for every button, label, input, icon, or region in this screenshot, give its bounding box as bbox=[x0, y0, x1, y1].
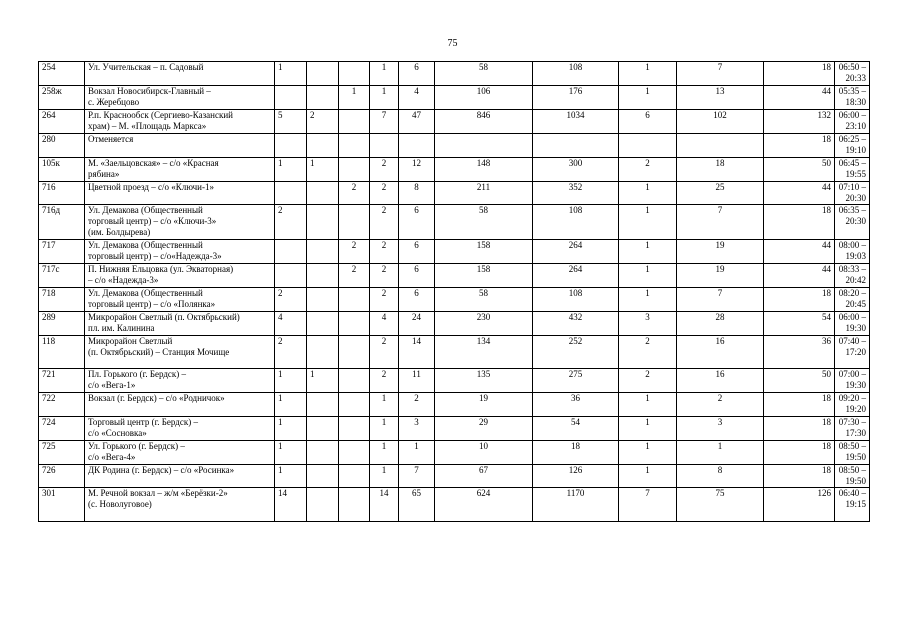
cell-c9: 16 bbox=[677, 369, 764, 393]
cell-num: 718 bbox=[39, 288, 85, 312]
cell-c1: 2 bbox=[275, 288, 307, 312]
table-row bbox=[39, 62, 870, 86]
cell-c2 bbox=[307, 288, 339, 312]
cell-c7: 1034 bbox=[533, 110, 619, 134]
cell-c4: 2 bbox=[370, 205, 399, 240]
cell-c2 bbox=[307, 205, 339, 240]
cell-route: Ул. Горького (г. Бердск) – с/о «Вега-4» bbox=[85, 441, 275, 465]
cell-c10: 132 bbox=[764, 110, 835, 134]
cell-time: 06:40 – 19:15 bbox=[835, 488, 870, 522]
cell-c7: 108 bbox=[533, 205, 619, 240]
cell-c5: 1 bbox=[399, 441, 435, 465]
cell-c5: 6 bbox=[399, 205, 435, 240]
cell-c9: 19 bbox=[677, 264, 764, 288]
cell-c10: 126 bbox=[764, 488, 835, 522]
cell-route: Отменяется bbox=[85, 134, 275, 158]
cell-c3 bbox=[339, 288, 370, 312]
cell-c9: 16 bbox=[677, 336, 764, 369]
cell-route: Микрорайон Светлый (п. Октябрьский) – Станция Мочище bbox=[85, 336, 275, 369]
cell-c1 bbox=[275, 182, 307, 205]
cell-c3 bbox=[339, 369, 370, 393]
cell-c8: 1 bbox=[619, 441, 677, 465]
cell-c10: 18 bbox=[764, 393, 835, 417]
cell-c9: 1 bbox=[677, 441, 764, 465]
cell-c9: 19 bbox=[677, 240, 764, 264]
table-row bbox=[39, 110, 870, 134]
cell-c9: 28 bbox=[677, 312, 764, 336]
cell-c8: 2 bbox=[619, 369, 677, 393]
cell-c1: 2 bbox=[275, 336, 307, 369]
cell-c8: 1 bbox=[619, 86, 677, 110]
cell-c3 bbox=[339, 110, 370, 134]
cell-c3 bbox=[339, 393, 370, 417]
cell-c1: 1 bbox=[275, 369, 307, 393]
page-number: 75 bbox=[447, 38, 458, 49]
cell-c10: 50 bbox=[764, 369, 835, 393]
table-row bbox=[39, 158, 870, 182]
cell-c4: 1 bbox=[370, 441, 399, 465]
cell-c8: 1 bbox=[619, 264, 677, 288]
cell-c7: 126 bbox=[533, 465, 619, 488]
table-row bbox=[39, 312, 870, 336]
cell-c1: 1 bbox=[275, 158, 307, 182]
cell-c4: 2 bbox=[370, 369, 399, 393]
routes-table bbox=[38, 61, 870, 522]
cell-time: 06:00 – 19:30 bbox=[835, 312, 870, 336]
cell-c9: 8 bbox=[677, 465, 764, 488]
cell-route: Пл. Горького (г. Бердск) – с/о «Вега-1» bbox=[85, 369, 275, 393]
cell-route: Цветной проезд – с/о «Ключи-1» bbox=[85, 182, 275, 205]
cell-route: Ул. Демакова (Общественный торговый центр) – с/о «Ключи-3» (им. Болдырева) bbox=[85, 205, 275, 240]
cell-c7 bbox=[533, 134, 619, 158]
cell-c2: 1 bbox=[307, 158, 339, 182]
cell-c2 bbox=[307, 86, 339, 110]
table-row bbox=[39, 465, 870, 488]
cell-route: Микрорайон Светлый (п. Октябрьский) пл. им. Калинина bbox=[85, 312, 275, 336]
cell-num: 716д bbox=[39, 205, 85, 240]
cell-c5: 7 bbox=[399, 465, 435, 488]
cell-c2 bbox=[307, 465, 339, 488]
cell-c6: 19 bbox=[435, 393, 533, 417]
table-row bbox=[39, 488, 870, 522]
cell-c1: 5 bbox=[275, 110, 307, 134]
cell-time: 08:00 – 19:03 bbox=[835, 240, 870, 264]
cell-route: Торговый центр (г. Бердск) – с/о «Сосновка» bbox=[85, 417, 275, 441]
cell-c9: 7 bbox=[677, 205, 764, 240]
cell-c10: 44 bbox=[764, 264, 835, 288]
cell-time: 05:35 – 18:30 bbox=[835, 86, 870, 110]
cell-c5: 12 bbox=[399, 158, 435, 182]
cell-c1: 1 bbox=[275, 441, 307, 465]
cell-c1 bbox=[275, 134, 307, 158]
cell-num: 289 bbox=[39, 312, 85, 336]
cell-c5: 24 bbox=[399, 312, 435, 336]
cell-c8: 7 bbox=[619, 488, 677, 522]
cell-c7: 264 bbox=[533, 240, 619, 264]
cell-time: 07:30 – 17:30 bbox=[835, 417, 870, 441]
cell-c6: 211 bbox=[435, 182, 533, 205]
cell-c10: 44 bbox=[764, 182, 835, 205]
cell-c4: 1 bbox=[370, 86, 399, 110]
cell-time: 07:10 – 20:30 bbox=[835, 182, 870, 205]
cell-c5: 47 bbox=[399, 110, 435, 134]
cell-c2 bbox=[307, 240, 339, 264]
cell-c8: 1 bbox=[619, 288, 677, 312]
cell-time: 06:00 – 23:10 bbox=[835, 110, 870, 134]
cell-c9: 102 bbox=[677, 110, 764, 134]
cell-c10: 18 bbox=[764, 465, 835, 488]
table-row bbox=[39, 86, 870, 110]
cell-time: 08:33 – 20:42 bbox=[835, 264, 870, 288]
cell-time: 09:20 – 19:20 bbox=[835, 393, 870, 417]
cell-c3 bbox=[339, 205, 370, 240]
cell-c10: 54 bbox=[764, 312, 835, 336]
cell-c6: 58 bbox=[435, 62, 533, 86]
cell-c7: 18 bbox=[533, 441, 619, 465]
cell-c4: 2 bbox=[370, 182, 399, 205]
cell-c2 bbox=[307, 312, 339, 336]
cell-c1: 1 bbox=[275, 393, 307, 417]
cell-c8: 2 bbox=[619, 158, 677, 182]
cell-c2 bbox=[307, 441, 339, 465]
cell-c9: 7 bbox=[677, 62, 764, 86]
cell-c7: 300 bbox=[533, 158, 619, 182]
cell-c4: 1 bbox=[370, 417, 399, 441]
cell-time: 08:20 – 20:45 bbox=[835, 288, 870, 312]
cell-c6: 846 bbox=[435, 110, 533, 134]
cell-c3 bbox=[339, 465, 370, 488]
cell-route: Вокзал (г. Бердск) – с/о «Родничок» bbox=[85, 393, 275, 417]
cell-num: 264 bbox=[39, 110, 85, 134]
cell-c10: 18 bbox=[764, 62, 835, 86]
cell-c3 bbox=[339, 62, 370, 86]
cell-c6: 134 bbox=[435, 336, 533, 369]
cell-c5: 6 bbox=[399, 62, 435, 86]
cell-c8: 6 bbox=[619, 110, 677, 134]
cell-c3: 1 bbox=[339, 86, 370, 110]
cell-c4: 2 bbox=[370, 240, 399, 264]
cell-c8: 1 bbox=[619, 417, 677, 441]
cell-c6: 106 bbox=[435, 86, 533, 110]
cell-time: 06:50 – 20:33 bbox=[835, 62, 870, 86]
cell-route: М. «Заельцовская» – с/о «Красная рябина» bbox=[85, 158, 275, 182]
cell-time: 08:50 – 19:50 bbox=[835, 465, 870, 488]
cell-num: 105к bbox=[39, 158, 85, 182]
cell-c6: 58 bbox=[435, 288, 533, 312]
cell-c7: 108 bbox=[533, 288, 619, 312]
cell-c2 bbox=[307, 182, 339, 205]
cell-c3 bbox=[339, 336, 370, 369]
cell-c7: 264 bbox=[533, 264, 619, 288]
cell-c7: 176 bbox=[533, 86, 619, 110]
cell-c8: 1 bbox=[619, 182, 677, 205]
cell-c3 bbox=[339, 312, 370, 336]
cell-c5: 6 bbox=[399, 240, 435, 264]
cell-num: 280 bbox=[39, 134, 85, 158]
cell-c3 bbox=[339, 488, 370, 522]
table-row bbox=[39, 336, 870, 369]
cell-c3 bbox=[339, 158, 370, 182]
cell-c8: 3 bbox=[619, 312, 677, 336]
cell-c7: 252 bbox=[533, 336, 619, 369]
cell-num: 725 bbox=[39, 441, 85, 465]
cell-num: 258ж bbox=[39, 86, 85, 110]
cell-c2 bbox=[307, 417, 339, 441]
cell-c8: 1 bbox=[619, 465, 677, 488]
cell-c3 bbox=[339, 134, 370, 158]
cell-route: М. Речной вокзал – ж/м «Берёзки-2» (с. Новолуговое) bbox=[85, 488, 275, 522]
cell-c10: 44 bbox=[764, 240, 835, 264]
cell-c6: 158 bbox=[435, 264, 533, 288]
table-row bbox=[39, 417, 870, 441]
cell-c5: 2 bbox=[399, 393, 435, 417]
table-row bbox=[39, 393, 870, 417]
cell-c6: 135 bbox=[435, 369, 533, 393]
cell-c4: 1 bbox=[370, 393, 399, 417]
cell-c1: 1 bbox=[275, 465, 307, 488]
cell-num: 118 bbox=[39, 336, 85, 369]
cell-c3 bbox=[339, 441, 370, 465]
cell-c10: 50 bbox=[764, 158, 835, 182]
table-row bbox=[39, 240, 870, 264]
cell-c7: 1170 bbox=[533, 488, 619, 522]
cell-c2 bbox=[307, 62, 339, 86]
cell-c2 bbox=[307, 336, 339, 369]
cell-c1: 1 bbox=[275, 62, 307, 86]
cell-c6: 29 bbox=[435, 417, 533, 441]
cell-c1: 4 bbox=[275, 312, 307, 336]
cell-c8: 2 bbox=[619, 336, 677, 369]
cell-route: П. Нижняя Ельцовка (ул. Экваторная) – с/о «Надежда-3» bbox=[85, 264, 275, 288]
cell-c4: 4 bbox=[370, 312, 399, 336]
cell-num: 254 bbox=[39, 62, 85, 86]
cell-c9: 75 bbox=[677, 488, 764, 522]
cell-c1: 14 bbox=[275, 488, 307, 522]
cell-c4: 1 bbox=[370, 62, 399, 86]
cell-c5 bbox=[399, 134, 435, 158]
cell-c6: 624 bbox=[435, 488, 533, 522]
cell-time: 06:45 – 19:55 bbox=[835, 158, 870, 182]
cell-c8: 1 bbox=[619, 205, 677, 240]
cell-c1 bbox=[275, 264, 307, 288]
cell-c7: 36 bbox=[533, 393, 619, 417]
cell-time: 08:50 – 19:50 bbox=[835, 441, 870, 465]
cell-c9: 2 bbox=[677, 393, 764, 417]
cell-c8: 1 bbox=[619, 393, 677, 417]
cell-c7: 352 bbox=[533, 182, 619, 205]
cell-route: Вокзал Новосибирск-Главный – с. Жеребцово bbox=[85, 86, 275, 110]
cell-time: 06:35 – 20:30 bbox=[835, 205, 870, 240]
cell-c10: 18 bbox=[764, 134, 835, 158]
cell-c6: 67 bbox=[435, 465, 533, 488]
cell-num: 717с bbox=[39, 264, 85, 288]
cell-time: 07:40 – 17:20 bbox=[835, 336, 870, 369]
cell-c10: 18 bbox=[764, 417, 835, 441]
cell-c8: 1 bbox=[619, 62, 677, 86]
cell-c7: 275 bbox=[533, 369, 619, 393]
cell-c4: 7 bbox=[370, 110, 399, 134]
cell-c7: 54 bbox=[533, 417, 619, 441]
cell-c4: 2 bbox=[370, 288, 399, 312]
cell-route: Ул. Учительская – п. Садовый bbox=[85, 62, 275, 86]
cell-c6: 158 bbox=[435, 240, 533, 264]
cell-c6: 58 bbox=[435, 205, 533, 240]
cell-c4 bbox=[370, 134, 399, 158]
cell-route: ДК Родина (г. Бердск) – с/о «Росинка» bbox=[85, 465, 275, 488]
cell-c5: 4 bbox=[399, 86, 435, 110]
cell-c9 bbox=[677, 134, 764, 158]
cell-c5: 6 bbox=[399, 288, 435, 312]
table-row bbox=[39, 134, 870, 158]
cell-c10: 18 bbox=[764, 288, 835, 312]
table-row bbox=[39, 182, 870, 205]
cell-c1: 2 bbox=[275, 205, 307, 240]
cell-c8: 1 bbox=[619, 240, 677, 264]
cell-c10: 18 bbox=[764, 441, 835, 465]
cell-c1: 1 bbox=[275, 417, 307, 441]
cell-route: Ул. Демакова (Общественный торговый центр) – с/о«Надежда-3» bbox=[85, 240, 275, 264]
cell-c2 bbox=[307, 393, 339, 417]
cell-c9: 18 bbox=[677, 158, 764, 182]
cell-c3: 2 bbox=[339, 240, 370, 264]
cell-c5: 3 bbox=[399, 417, 435, 441]
cell-c4: 14 bbox=[370, 488, 399, 522]
cell-c2: 1 bbox=[307, 369, 339, 393]
table-row bbox=[39, 205, 870, 240]
cell-c5: 6 bbox=[399, 264, 435, 288]
cell-c4: 1 bbox=[370, 465, 399, 488]
cell-time: 07:00 – 19:30 bbox=[835, 369, 870, 393]
cell-c4: 2 bbox=[370, 158, 399, 182]
cell-c9: 13 bbox=[677, 86, 764, 110]
cell-c10: 36 bbox=[764, 336, 835, 369]
cell-c8 bbox=[619, 134, 677, 158]
cell-c10: 18 bbox=[764, 205, 835, 240]
cell-c2 bbox=[307, 488, 339, 522]
cell-c3: 2 bbox=[339, 182, 370, 205]
cell-num: 724 bbox=[39, 417, 85, 441]
cell-c4: 2 bbox=[370, 336, 399, 369]
cell-c5: 8 bbox=[399, 182, 435, 205]
table-row bbox=[39, 441, 870, 465]
cell-c6: 10 bbox=[435, 441, 533, 465]
cell-c5: 14 bbox=[399, 336, 435, 369]
table-body bbox=[39, 62, 870, 522]
cell-num: 726 bbox=[39, 465, 85, 488]
cell-c9: 7 bbox=[677, 288, 764, 312]
cell-c9: 3 bbox=[677, 417, 764, 441]
cell-c5: 11 bbox=[399, 369, 435, 393]
cell-c6: 148 bbox=[435, 158, 533, 182]
cell-c9: 25 bbox=[677, 182, 764, 205]
cell-c1 bbox=[275, 240, 307, 264]
cell-num: 721 bbox=[39, 369, 85, 393]
cell-c7: 432 bbox=[533, 312, 619, 336]
cell-num: 717 bbox=[39, 240, 85, 264]
cell-route: Ул. Демакова (Общественный торговый центр) – с/о «Полянка» bbox=[85, 288, 275, 312]
cell-c3: 2 bbox=[339, 264, 370, 288]
table-row bbox=[39, 288, 870, 312]
table-row bbox=[39, 369, 870, 393]
cell-c1 bbox=[275, 86, 307, 110]
cell-c2 bbox=[307, 134, 339, 158]
cell-c3 bbox=[339, 417, 370, 441]
table-row bbox=[39, 264, 870, 288]
cell-num: 301 bbox=[39, 488, 85, 522]
cell-c7: 108 bbox=[533, 62, 619, 86]
cell-route: Р.п. Краснообск (Сергиево-Казанский храм) – М. «Площадь Маркса» bbox=[85, 110, 275, 134]
cell-c6 bbox=[435, 134, 533, 158]
cell-c10: 44 bbox=[764, 86, 835, 110]
cell-num: 722 bbox=[39, 393, 85, 417]
cell-c5: 65 bbox=[399, 488, 435, 522]
cell-c2 bbox=[307, 264, 339, 288]
cell-num: 716 bbox=[39, 182, 85, 205]
cell-c6: 230 bbox=[435, 312, 533, 336]
cell-time: 06:25 – 19:10 bbox=[835, 134, 870, 158]
cell-c2: 2 bbox=[307, 110, 339, 134]
cell-c4: 2 bbox=[370, 264, 399, 288]
